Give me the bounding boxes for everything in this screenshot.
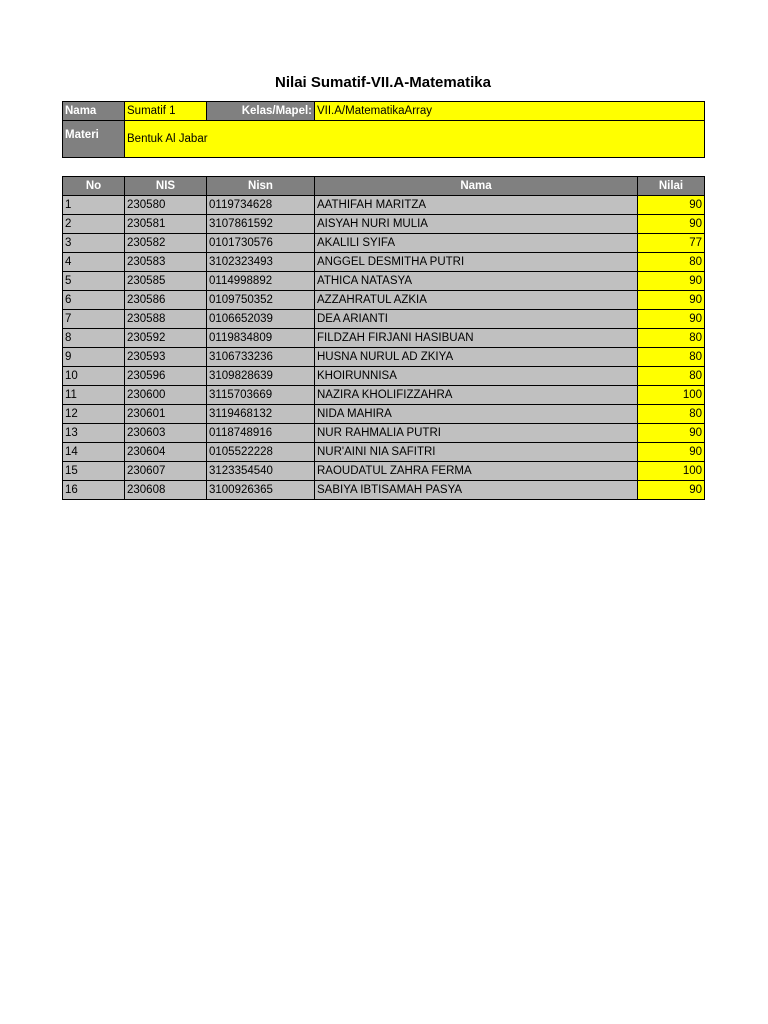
cell-nis[interactable]: 230580 [125,196,207,215]
cell-nis[interactable]: 230596 [125,367,207,386]
table-row [63,253,705,272]
cell-nilai[interactable]: 90 [638,310,705,329]
cell-nilai[interactable]: 90 [638,481,705,500]
table-row [63,329,705,348]
cell-no[interactable]: 1 [63,196,125,215]
cell-nilai[interactable]: 90 [638,291,705,310]
grades-table [62,176,705,500]
cell-nis[interactable]: 230592 [125,329,207,348]
header-row [63,177,705,196]
cell-no[interactable]: 5 [63,272,125,291]
cell-nisn[interactable]: 0119834809 [207,329,315,348]
col-header-nis[interactable]: NIS [125,177,207,196]
cell-nis[interactable]: 230608 [125,481,207,500]
table-row [63,424,705,443]
cell-nisn[interactable]: 0106652039 [207,310,315,329]
cell-no[interactable]: 2 [63,215,125,234]
cell-no[interactable]: 9 [63,348,125,367]
cell-no[interactable]: 7 [63,310,125,329]
kelas-value[interactable]: VII.A/MatematikaArray [315,102,705,121]
cell-no[interactable]: 10 [63,367,125,386]
table-row [63,291,705,310]
table-row [63,386,705,405]
cell-nis[interactable]: 230593 [125,348,207,367]
cell-nama[interactable]: ANGGEL DESMITHA PUTRI [315,253,638,272]
cell-nama[interactable]: SABIYA IBTISAMAH PASYA [315,481,638,500]
cell-no[interactable]: 13 [63,424,125,443]
cell-nama[interactable]: NIDA MAHIRA [315,405,638,424]
materi-value[interactable]: Bentuk Al Jabar [125,121,705,158]
cell-nisn[interactable]: 0101730576 [207,234,315,253]
table-row [63,348,705,367]
cell-nilai[interactable]: 80 [638,405,705,424]
cell-nisn[interactable]: 3119468132 [207,405,315,424]
cell-no[interactable]: 12 [63,405,125,424]
info-row-nama [63,102,705,121]
cell-nilai[interactable]: 80 [638,367,705,386]
cell-nis[interactable]: 230588 [125,310,207,329]
cell-no[interactable]: 3 [63,234,125,253]
cell-nama[interactable]: FILDZAH FIRJANI HASIBUAN [315,329,638,348]
cell-nisn[interactable]: 3100926365 [207,481,315,500]
table-row [63,443,705,462]
cell-nis[interactable]: 230604 [125,443,207,462]
grades-body [63,196,705,500]
nama-value[interactable]: Sumatif 1 [125,102,207,121]
table-row [63,481,705,500]
table-row [63,215,705,234]
cell-no[interactable]: 15 [63,462,125,481]
materi-label: Materi [63,121,125,158]
cell-nisn[interactable]: 3106733236 [207,348,315,367]
page-title: Nilai Sumatif-VII.A-Matematika [275,74,491,91]
cell-nis[interactable]: 230585 [125,272,207,291]
cell-nama[interactable]: AKALILI SYIFA [315,234,638,253]
kelas-label: Kelas/Mapel: [207,102,315,121]
cell-nama[interactable]: KHOIRUNNISA [315,367,638,386]
info-row-materi [63,121,705,158]
cell-nis[interactable]: 230582 [125,234,207,253]
table-row [63,462,705,481]
cell-nilai[interactable]: 100 [638,386,705,405]
cell-no[interactable]: 14 [63,443,125,462]
cell-nis[interactable]: 230583 [125,253,207,272]
cell-nilai[interactable]: 90 [638,443,705,462]
cell-nilai[interactable]: 100 [638,462,705,481]
cell-no[interactable]: 16 [63,481,125,500]
cell-nilai[interactable]: 80 [638,348,705,367]
info-table [62,101,705,158]
table-row [63,272,705,291]
cell-nilai[interactable]: 80 [638,329,705,348]
col-header-nisn[interactable]: Nisn [207,177,315,196]
cell-nilai[interactable]: 90 [638,424,705,443]
col-header-no[interactable]: No [63,177,125,196]
cell-nama[interactable]: ATHICA NATASYA [315,272,638,291]
cell-nama[interactable]: HUSNA NURUL AD ZKIYA [315,348,638,367]
cell-nama[interactable]: NUR RAHMALIA PUTRI [315,424,638,443]
cell-nilai[interactable]: 80 [638,253,705,272]
cell-nilai[interactable]: 90 [638,196,705,215]
cell-nis[interactable]: 230600 [125,386,207,405]
cell-nis[interactable]: 230581 [125,215,207,234]
cell-nisn[interactable]: 3115703669 [207,386,315,405]
cell-nisn[interactable]: 3123354540 [207,462,315,481]
table-row [63,405,705,424]
col-header-nilai[interactable]: Nilai [638,177,705,196]
cell-no[interactable]: 4 [63,253,125,272]
cell-nisn[interactable]: 3102323493 [207,253,315,272]
cell-no[interactable]: 11 [63,386,125,405]
cell-nilai[interactable]: 77 [638,234,705,253]
cell-nama[interactable]: AZZAHRATUL AZKIA [315,291,638,310]
cell-nama[interactable]: NUR'AINI NIA SAFITRI [315,443,638,462]
cell-nis[interactable]: 230601 [125,405,207,424]
table-row [63,196,705,215]
cell-nis[interactable]: 230586 [125,291,207,310]
cell-nama[interactable]: RAOUDATUL ZAHRA FERMA [315,462,638,481]
table-row [63,310,705,329]
cell-nama[interactable]: AATHIFAH MARITZA [315,196,638,215]
cell-nisn[interactable]: 0114998892 [207,272,315,291]
table-row [63,234,705,253]
cell-nisn[interactable]: 3107861592 [207,215,315,234]
cell-no[interactable]: 6 [63,291,125,310]
cell-nisn[interactable]: 0118748916 [207,424,315,443]
cell-nama[interactable]: AISYAH NURI MULIA [315,215,638,234]
cell-no[interactable]: 8 [63,329,125,348]
cell-nilai[interactable]: 90 [638,272,705,291]
cell-nama[interactable]: DEA ARIANTI [315,310,638,329]
cell-nis[interactable]: 230607 [125,462,207,481]
col-header-nama[interactable]: Nama [315,177,638,196]
nama-label: Nama [63,102,125,121]
cell-nisn[interactable]: 3109828639 [207,367,315,386]
cell-nis[interactable]: 230603 [125,424,207,443]
cell-nisn[interactable]: 0105522228 [207,443,315,462]
table-row [63,367,705,386]
cell-nisn[interactable]: 0109750352 [207,291,315,310]
cell-nama[interactable]: NAZIRA KHOLIFIZZAHRA [315,386,638,405]
cell-nisn[interactable]: 0119734628 [207,196,315,215]
cell-nilai[interactable]: 90 [638,215,705,234]
